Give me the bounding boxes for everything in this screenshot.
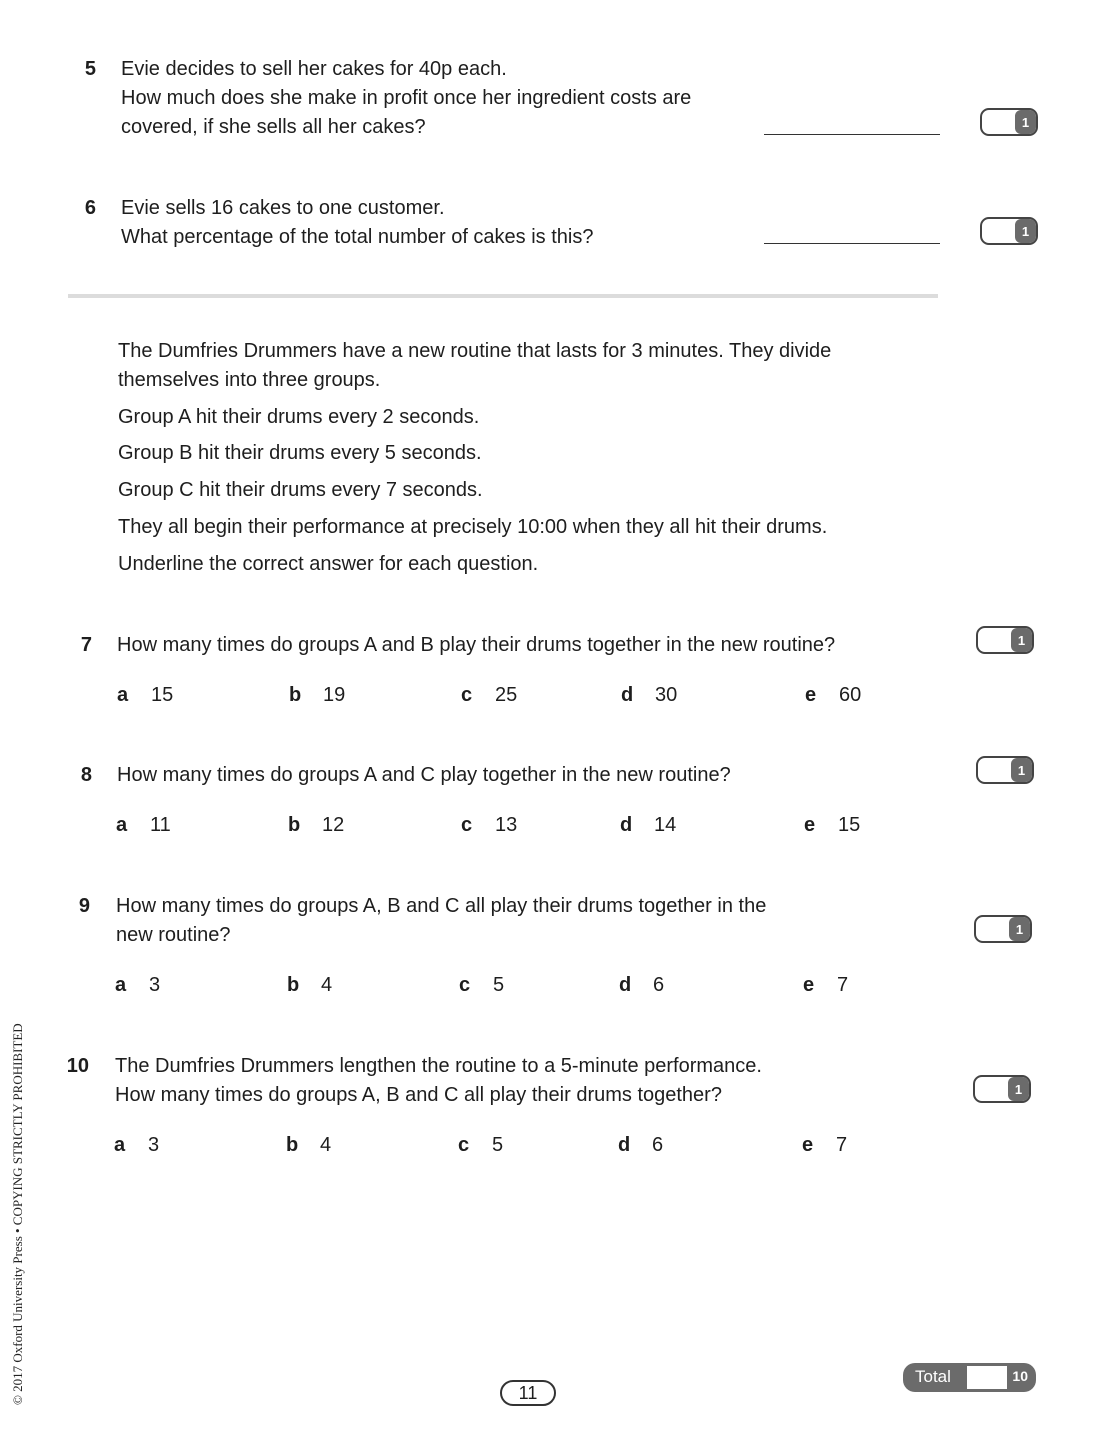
option-letter: b [289,684,302,706]
option-value: 5 [492,1134,504,1156]
option-letter: e [805,684,817,706]
option-letter: b [288,814,301,836]
option-e[interactable] [802,1134,847,1157]
option-letter: d [619,974,632,996]
option-letter: a [117,684,129,706]
answer-line[interactable] [764,134,940,135]
option-value: 14 [654,814,677,836]
mark-value: 1 [1009,917,1030,941]
option-d[interactable] [620,814,676,837]
question-line: The Dumfries Drummers lengthen the routine to a 5-minute performance. [115,1055,762,1077]
option-value: 6 [652,1134,664,1156]
mark-value: 1 [1008,1077,1029,1101]
answer-line[interactable] [764,243,940,244]
question-number: 6 [84,197,96,219]
total-score-field[interactable] [967,1366,1007,1389]
total-score-box [903,1363,1036,1392]
option-d[interactable] [619,974,664,997]
question-line: How many times do groups A, B and C all play their drums together? [115,1084,722,1106]
question-line: How many times do groups A, B and C all play their drums together in the [116,895,767,917]
option-e[interactable] [803,974,848,997]
mark-box [980,217,1038,245]
question-line: new routine? [116,924,231,946]
instruction-line: Underline the correct answer for each question. [118,553,539,575]
intro-line: The Dumfries Drummers have a new routine that lasts for 3 minutes. They divide [118,340,832,362]
option-letter: e [802,1134,814,1156]
option-letter: a [115,974,127,996]
question-line: covered, if she sells all her cakes? [121,116,426,138]
option-letter: e [804,814,816,836]
option-c[interactable] [459,974,504,997]
total-max: 10 [1012,1368,1028,1384]
option-value: 60 [839,684,862,706]
question-number: 8 [80,764,92,786]
question-text [115,1052,762,1110]
option-letter: a [116,814,128,836]
mark-value: 1 [1011,628,1032,652]
question-text: How many times do groups A and B play their drums together in the new routine? [117,634,836,656]
mark-box [980,108,1038,136]
option-value: 5 [493,974,505,996]
mark-box [976,756,1034,784]
option-c[interactable] [461,684,517,707]
option-value: 4 [320,1134,332,1156]
option-value: 4 [321,974,333,996]
option-b[interactable] [288,814,344,837]
option-letter: c [461,814,473,836]
question-text [121,55,691,142]
section-divider [68,294,938,298]
option-e[interactable] [804,814,860,837]
option-value: 15 [151,684,174,706]
intro-line: They all begin their performance at precisely 10:00 when they all hit their drums. [118,516,828,538]
option-value: 15 [838,814,861,836]
question-text: How many times do groups A and C play together in the new routine? [117,764,731,786]
intro-line: Group B hit their drums every 5 seconds. [118,442,482,464]
question-number: 10 [66,1055,89,1077]
option-letter: c [459,974,471,996]
option-c[interactable] [461,814,517,837]
question-number: 5 [84,58,96,80]
option-value: 11 [150,814,171,836]
option-letter: b [286,1134,299,1156]
page-number: 11 [500,1380,556,1406]
mark-value: 1 [1015,219,1036,243]
option-value: 7 [836,1134,848,1156]
option-letter: c [458,1134,470,1156]
option-a[interactable] [117,684,173,707]
option-letter: b [287,974,300,996]
copyright-notice: © 2017 Oxford University Press • COPYING STRICTLY PROHIBITED [10,1023,25,1405]
option-value: 30 [655,684,678,706]
intro-line: Group A hit their drums every 2 seconds. [118,406,480,428]
intro-line: themselves into three groups. [118,369,381,391]
option-letter: d [618,1134,631,1156]
mark-box [976,626,1034,654]
option-e[interactable] [805,684,861,707]
option-value: 3 [149,974,161,996]
option-b[interactable] [287,974,332,997]
question-text [116,892,766,950]
mark-value: 1 [1015,110,1036,134]
option-letter: d [620,814,633,836]
option-b[interactable] [289,684,345,707]
question-line: Evie decides to sell her cakes for 40p each. [121,58,507,80]
question-line: Evie sells 16 cakes to one customer. [121,197,445,219]
option-b[interactable] [286,1134,331,1157]
option-letter: a [114,1134,126,1156]
option-value: 13 [495,814,518,836]
option-c[interactable] [458,1134,503,1157]
option-d[interactable] [621,684,677,707]
mark-value: 1 [1011,758,1032,782]
option-value: 7 [837,974,849,996]
question-line: What percentage of the total number of cakes is this? [121,226,594,248]
question-line: How much does she make in profit once her ingredient costs are [121,87,692,109]
question-number: 9 [78,895,90,917]
option-letter: e [803,974,815,996]
option-a[interactable] [114,1134,159,1157]
question-number: 7 [80,634,92,656]
option-a[interactable] [115,974,160,997]
option-letter: c [461,684,473,706]
intro-line: Group C hit their drums every 7 seconds. [118,479,483,501]
option-d[interactable] [618,1134,663,1157]
option-a[interactable] [116,814,171,837]
mark-box [974,915,1032,943]
intro-paragraph [118,337,831,395]
option-value: 19 [323,684,346,706]
option-value: 6 [653,974,665,996]
total-label: Total [915,1367,951,1386]
option-value: 3 [148,1134,160,1156]
mark-box [973,1075,1031,1103]
option-value: 25 [495,684,518,706]
question-text [121,194,593,252]
option-value: 12 [322,814,345,836]
option-letter: d [621,684,634,706]
